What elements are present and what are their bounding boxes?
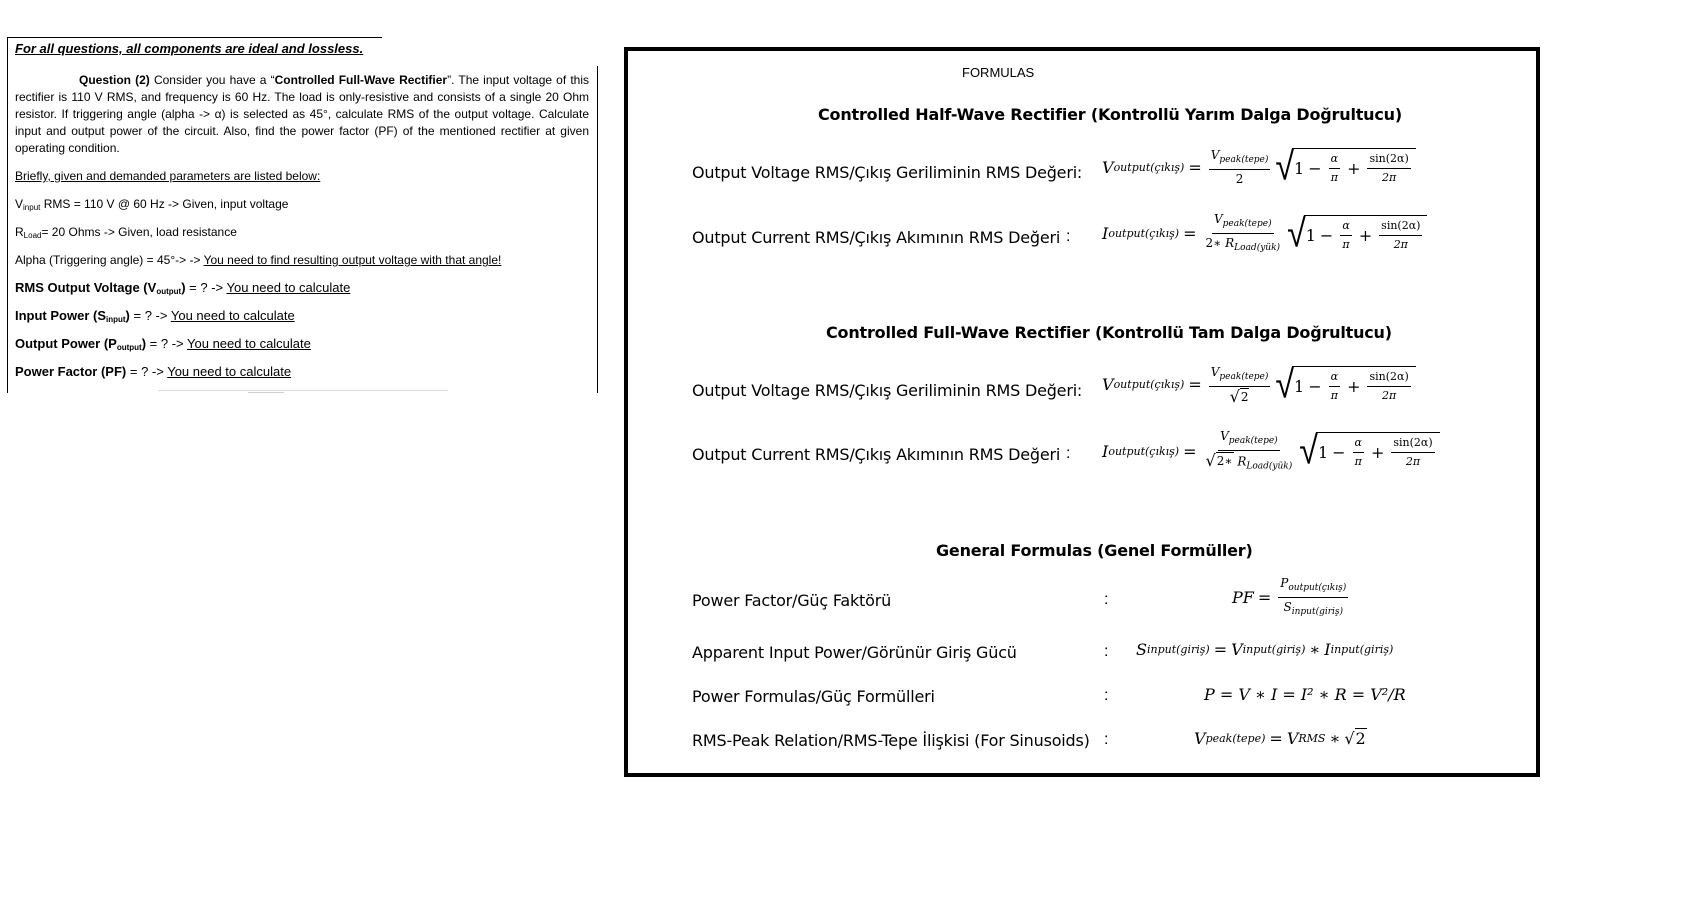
alpha: α — [1329, 369, 1340, 387]
sym-v: V — [1194, 728, 1206, 748]
power-formulas-label: Power Formulas/Güç Formülleri — [692, 687, 935, 706]
header-note: For all questions, all components are ideal and lossless. — [15, 41, 364, 56]
sin-2alpha: sin(2α) — [1367, 151, 1410, 169]
fraction — [1391, 435, 1434, 470]
minus: − — [1319, 225, 1334, 245]
sym-p: P — [1280, 576, 1289, 590]
power-formula — [1204, 685, 1406, 704]
pi: π — [1330, 171, 1338, 184]
param-label-close: ) — [141, 336, 147, 351]
sub-output: output(çıkış) — [1108, 227, 1180, 240]
equals: = — [1213, 640, 1228, 659]
question-panel — [0, 0, 600, 400]
pf-label: Power Factor/Güç Faktörü — [692, 591, 892, 610]
param-text: RMS = 110 V @ 60 Hz -> Given, input voltage — [40, 197, 289, 211]
denominator: 2 — [1235, 172, 1244, 186]
param-load-resistance — [15, 224, 237, 244]
param-input-voltage — [15, 196, 288, 216]
param-symbol: V — [15, 197, 24, 211]
sub-output: output(çıkış) — [1113, 160, 1185, 174]
fraction — [1367, 151, 1410, 186]
equals: = — [1183, 441, 1197, 461]
param-input-power — [15, 308, 295, 328]
param-instruction: You need to calculate — [167, 364, 292, 379]
panel-right-border — [597, 66, 598, 393]
half-wave-title: Controlled Half-Wave Rectifier (Kontrollü Yarım Dalga Doğrultucu) — [818, 105, 1402, 124]
numerator — [1218, 428, 1280, 451]
sub-peak: peak(tepe) — [1222, 219, 1272, 229]
fw-vout-label: Output Voltage RMS/Çıkış Geriliminin RMS Değeri: — [692, 381, 1083, 400]
sub-peak: peak(tepe) — [1219, 372, 1269, 382]
param-subscript: output — [156, 287, 182, 296]
radical-icon: √ — [1344, 728, 1355, 748]
param-label-close: ) — [181, 280, 186, 295]
two-star: 2∗ — [1205, 236, 1222, 250]
radicand — [1292, 366, 1416, 404]
question-body: ”. The input voltage of this rectifier is 110 V RMS, and frequency is 60 Hz. The load is only-resistive and consists of a single 20 Ohm resistor. If triggering angle (alpha -> α) is selected as 45°, calculate RMS of the output voltage. Calculate input and output power of the circuit. Also, find the power factor (PF) of the mentioned rectifier at given operating condition. — [15, 73, 590, 155]
param-subscript: output — [116, 343, 142, 352]
denominator — [1204, 451, 1295, 475]
radical-icon: √ — [1299, 428, 1318, 475]
two: 2 — [1240, 390, 1249, 404]
fraction — [1204, 428, 1295, 475]
param-power-factor — [15, 364, 291, 380]
question-topic: Controlled Full-Wave Rectifier — [274, 73, 448, 87]
apparent-power-label: Apparent Input Power/Görünür Giriş Gücü — [692, 643, 1017, 662]
fw-vout-formula — [1102, 361, 1416, 408]
one: 1 — [1317, 443, 1329, 463]
square-root — [1287, 210, 1427, 257]
sub-peak: peak(tepe) — [1228, 436, 1278, 446]
radical-icon: √ — [1205, 450, 1216, 470]
sub-output: output(çıkış) — [1288, 583, 1347, 593]
param-output-voltage — [15, 280, 350, 300]
square-root — [1299, 428, 1439, 475]
fraction — [1353, 435, 1364, 470]
sub-peak: peak(tepe) — [1205, 731, 1266, 745]
param-alpha — [15, 252, 501, 268]
full-wave-title: Controlled Full-Wave Rectifier (Kontrollü Tam Dalga Doğrultucu) — [826, 323, 1392, 342]
sub-input: input(giriş) — [1242, 643, 1306, 656]
sqrt-two — [1344, 728, 1366, 748]
sub-peak: peak(tepe) — [1219, 155, 1269, 165]
sub-load: Load(yük) — [1234, 243, 1281, 253]
param-subscript: input — [106, 315, 126, 324]
one: 1 — [1294, 376, 1305, 396]
apparent-power-formula — [1136, 640, 1393, 659]
colon: : — [1066, 228, 1071, 245]
faint-divider — [158, 390, 448, 391]
equals: = — [1183, 224, 1197, 243]
sym-v: V — [1286, 728, 1299, 748]
plus: + — [1358, 225, 1373, 245]
colon: : — [1104, 591, 1109, 608]
minus: − — [1332, 443, 1346, 463]
two: 2 — [1355, 729, 1366, 748]
fw-iout-formula — [1102, 428, 1440, 475]
sub-output: output(çıkış) — [1108, 444, 1180, 458]
one: 1 — [1305, 225, 1316, 245]
pf-formula — [1232, 575, 1351, 620]
sym-v: V — [1210, 365, 1220, 379]
plus: + — [1370, 443, 1385, 463]
numerator — [1212, 211, 1274, 234]
formulas-title: FORMULAS — [962, 65, 1035, 80]
param-subscript: input — [23, 203, 41, 212]
fraction — [1367, 369, 1410, 404]
denominator — [1282, 598, 1346, 620]
question-intro: Consider you have a “ — [149, 73, 275, 87]
sym-i: I — [1102, 224, 1109, 243]
times: ∗ — [1309, 640, 1321, 659]
alpha: α — [1353, 435, 1364, 453]
general-title: General Formulas (Genel Formüller) — [936, 541, 1253, 560]
plus: + — [1347, 376, 1361, 396]
sym-v: V — [1102, 375, 1114, 395]
sub-input: input(giriş) — [1146, 643, 1210, 656]
param-text: = ? -> — [146, 336, 188, 351]
fw-iout-label: Output Current RMS/Çıkış Akımının RMS Değeri — [692, 445, 1061, 464]
sym-v: V — [1231, 640, 1243, 659]
param-subscript: Load — [23, 231, 42, 240]
param-text: = 20 Ohms -> Given, load resistance — [41, 225, 237, 239]
sym-i: I — [1102, 441, 1109, 461]
sub-input: input(giriş) — [1291, 607, 1344, 617]
plus: + — [1347, 159, 1361, 178]
square-root — [1275, 361, 1415, 408]
radicand — [1292, 148, 1416, 186]
radical-icon: √ — [1229, 386, 1240, 406]
param-label: RMS Output Voltage (V — [15, 280, 157, 295]
param-text: = ? -> — [126, 364, 168, 379]
param-instruction: You need to calculate — [170, 308, 295, 323]
fraction — [1340, 218, 1351, 253]
two-pi: 2π — [1382, 171, 1397, 184]
param-text: = ? -> — [185, 280, 227, 295]
colon: : — [1104, 731, 1109, 748]
sym-s: S — [1283, 600, 1292, 614]
param-label: Input Power (S — [15, 308, 106, 323]
denominator — [1228, 387, 1252, 406]
equals: = — [1188, 157, 1202, 177]
numerator — [1209, 147, 1271, 170]
fraction — [1204, 211, 1283, 256]
panel-left-border — [7, 37, 8, 393]
radical-icon: √ — [1275, 144, 1295, 190]
rms-peak-label: RMS-Peak Relation/RMS-Tepe İlişkisi (For Sinusoids) — [692, 731, 1090, 750]
param-label: Output Power (P — [15, 336, 117, 351]
two-pi: 2π — [1382, 388, 1397, 402]
equals: = — [1257, 588, 1272, 607]
sin-2alpha: sin(2α) — [1367, 369, 1410, 387]
question-label: Question (2) — [79, 73, 150, 87]
formula-box — [624, 47, 1540, 777]
power-expression: P = V ∗ I = I² ∗ R = V²/R — [1204, 685, 1406, 704]
param-instruction: You need to calculate — [226, 280, 351, 295]
sym-r: R — [1237, 454, 1247, 469]
times: ∗ — [1329, 728, 1341, 748]
question-text-block — [15, 72, 589, 157]
faint-divider — [248, 392, 284, 393]
colon: : — [1104, 687, 1109, 704]
param-symbol: R — [15, 225, 24, 239]
numerator — [1209, 364, 1271, 387]
sqrt-two — [1230, 388, 1250, 405]
radicand — [1316, 432, 1440, 470]
radical-icon: √ — [1275, 361, 1295, 408]
param-instruction: You need to calculate — [187, 336, 311, 351]
sub-output: output(çıkış) — [1113, 378, 1185, 392]
fraction — [1329, 151, 1340, 186]
colon: : — [1066, 445, 1071, 462]
sin-2alpha: sin(2α) — [1391, 435, 1434, 453]
pi: π — [1354, 455, 1362, 469]
minus: − — [1308, 376, 1322, 396]
sym-v: V — [1213, 212, 1223, 226]
sqrt-two-star — [1206, 452, 1234, 469]
sym-v: V — [1210, 148, 1220, 162]
param-text: = ? -> — [129, 308, 171, 323]
param-output-power — [15, 336, 311, 356]
radical-icon: √ — [1287, 210, 1306, 257]
fraction — [1329, 369, 1340, 404]
numerator — [1278, 575, 1348, 598]
two-pi: 2π — [1393, 237, 1408, 251]
sub-load: Load(yük) — [1246, 461, 1293, 472]
hw-iout-formula — [1102, 211, 1427, 256]
hw-vout-label: Output Voltage RMS/Çıkış Geriliminin RMS Değeri: — [692, 163, 1083, 182]
pi: π — [1342, 237, 1350, 251]
alpha: α — [1329, 151, 1340, 169]
sym-v: V — [1102, 157, 1114, 177]
two-pi: 2π — [1405, 455, 1421, 469]
sym-i: I — [1324, 640, 1331, 659]
sin-2alpha: sin(2α) — [1379, 218, 1422, 236]
fraction — [1209, 147, 1271, 187]
param-text: Alpha (Triggering angle) = 45°-> -> — [15, 253, 204, 267]
rms-peak-formula — [1194, 728, 1367, 748]
radicand — [1304, 215, 1428, 253]
equals: = — [1269, 728, 1283, 748]
sym-s: S — [1136, 640, 1147, 659]
param-instruction: You need to find resulting output voltage with that angle! — [203, 253, 502, 267]
sub-rms: RMS — [1298, 731, 1326, 745]
sym-v: V — [1220, 429, 1229, 443]
hw-vout-formula — [1102, 144, 1416, 190]
param-label: Power Factor (PF) — [15, 364, 127, 379]
one: 1 — [1294, 159, 1305, 178]
briefly-heading: Briefly, given and demanded parameters are listed below: — [15, 169, 321, 183]
colon: : — [1104, 643, 1109, 660]
minus: − — [1308, 159, 1322, 178]
fraction — [1379, 218, 1422, 253]
denominator — [1204, 234, 1283, 256]
fraction — [1209, 364, 1271, 406]
square-root — [1275, 144, 1415, 190]
hw-iout-label: Output Current RMS/Çıkış Akımının RMS Değeri — [692, 228, 1061, 247]
sub-input: input(giriş) — [1330, 643, 1394, 656]
sym-r: R — [1225, 236, 1235, 250]
two-star: 2∗ — [1216, 454, 1233, 468]
pi: π — [1330, 388, 1338, 402]
sym-pf: PF — [1232, 588, 1254, 607]
equals: = — [1188, 375, 1202, 395]
fraction — [1278, 575, 1348, 620]
panel-top-border — [7, 37, 382, 38]
param-label-close: ) — [125, 308, 130, 323]
alpha: α — [1340, 218, 1351, 236]
